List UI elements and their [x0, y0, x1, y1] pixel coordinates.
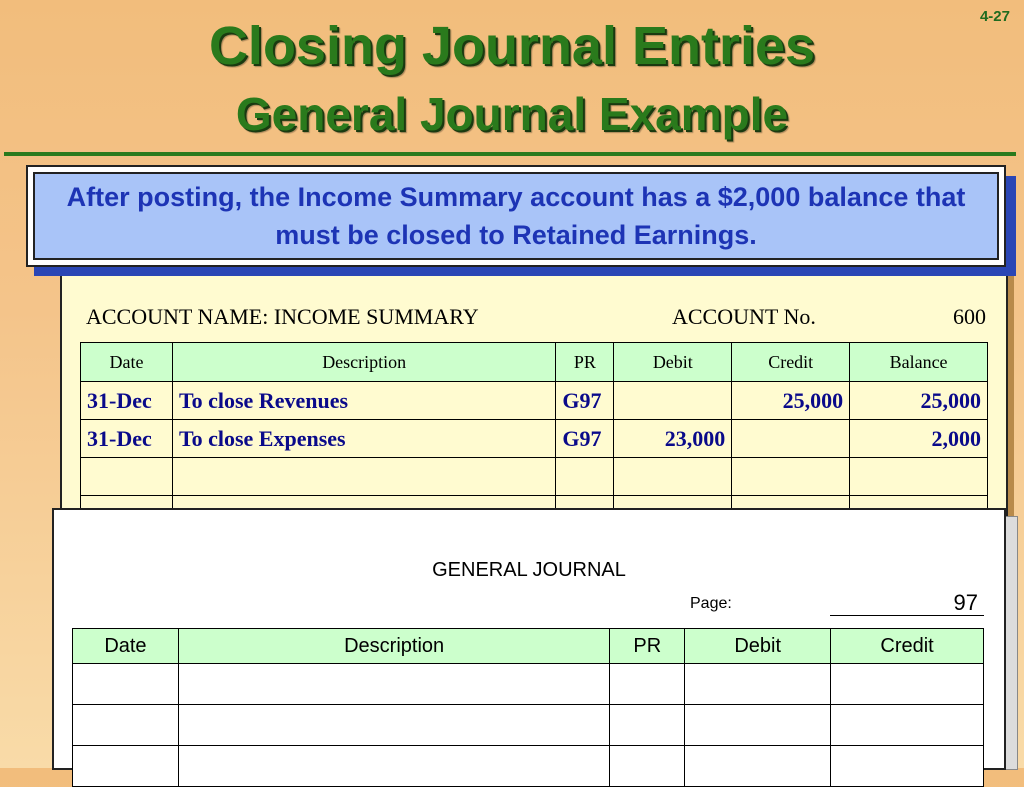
pr-cell: [610, 705, 685, 746]
description-cell: [172, 458, 555, 496]
column-header: Description: [178, 629, 609, 664]
journal-title: GENERAL JOURNAL: [432, 559, 626, 581]
credit-cell: [831, 705, 984, 746]
pr-cell: [556, 458, 614, 496]
slide-title: Closing Journal Entries: [208, 16, 816, 76]
date-cell: [81, 458, 173, 496]
credit-cell: [732, 458, 850, 496]
date-cell: [73, 746, 179, 787]
column-header: PR: [610, 629, 685, 664]
credit-cell: [831, 746, 984, 787]
debit-cell: [614, 458, 732, 496]
pr-cell: G97: [556, 382, 614, 420]
pr-cell: [610, 746, 685, 787]
column-header: Date: [81, 343, 173, 382]
page-label: Page:: [690, 595, 732, 612]
credit-cell: 25,000: [732, 382, 850, 420]
column-header: PR: [556, 343, 614, 382]
callout-text: After posting, the Income Summary account has a $2,000 balance that must be closed to Retained Earnings.: [33, 172, 999, 260]
date-cell: 31-Dec: [81, 382, 173, 420]
journal-table: [72, 628, 984, 787]
table-row: [73, 746, 984, 787]
debit-cell: [685, 746, 831, 787]
balance-cell: 25,000: [850, 382, 988, 420]
ledger-header: [86, 304, 986, 334]
callout-box: [26, 165, 1006, 267]
debit-cell: [614, 382, 732, 420]
description-cell: [178, 746, 609, 787]
general-journal-panel: [52, 508, 1006, 770]
page-number-field: 97: [830, 590, 984, 616]
ledger-table: [80, 342, 988, 534]
account-number: 600: [953, 304, 986, 329]
slide-number: 4-27: [979, 8, 1010, 25]
column-header: Debit: [685, 629, 831, 664]
table-row: [81, 458, 988, 496]
column-header: Debit: [614, 343, 732, 382]
column-header: Credit: [831, 629, 984, 664]
account-number-label: ACCOUNT No.: [672, 304, 816, 329]
debit-cell: 23,000: [614, 420, 732, 458]
date-cell: 31-Dec: [81, 420, 173, 458]
description-cell: To close Expenses: [172, 420, 555, 458]
column-header: Description: [172, 343, 555, 382]
account-name: ACCOUNT NAME: INCOME SUMMARY: [86, 304, 479, 329]
column-header: Date: [73, 629, 179, 664]
slide-subtitle: General Journal Example: [235, 88, 789, 140]
pr-cell: [610, 664, 685, 705]
balance-cell: [850, 458, 988, 496]
credit-cell: [732, 420, 850, 458]
table-row: [73, 705, 984, 746]
date-cell: [73, 705, 179, 746]
table-row: [81, 420, 988, 458]
balance-cell: 2,000: [850, 420, 988, 458]
title-divider: [4, 152, 1016, 156]
credit-cell: [831, 664, 984, 705]
debit-cell: [685, 705, 831, 746]
description-cell: To close Revenues: [172, 382, 555, 420]
column-header: Credit: [732, 343, 850, 382]
journal-header-row: [73, 629, 984, 664]
table-row: [73, 664, 984, 705]
date-cell: [73, 664, 179, 705]
pr-cell: G97: [556, 420, 614, 458]
description-cell: [178, 705, 609, 746]
debit-cell: [685, 664, 831, 705]
table-row: [81, 382, 988, 420]
description-cell: [178, 664, 609, 705]
ledger-header-row: [81, 343, 988, 382]
column-header: Balance: [850, 343, 988, 382]
